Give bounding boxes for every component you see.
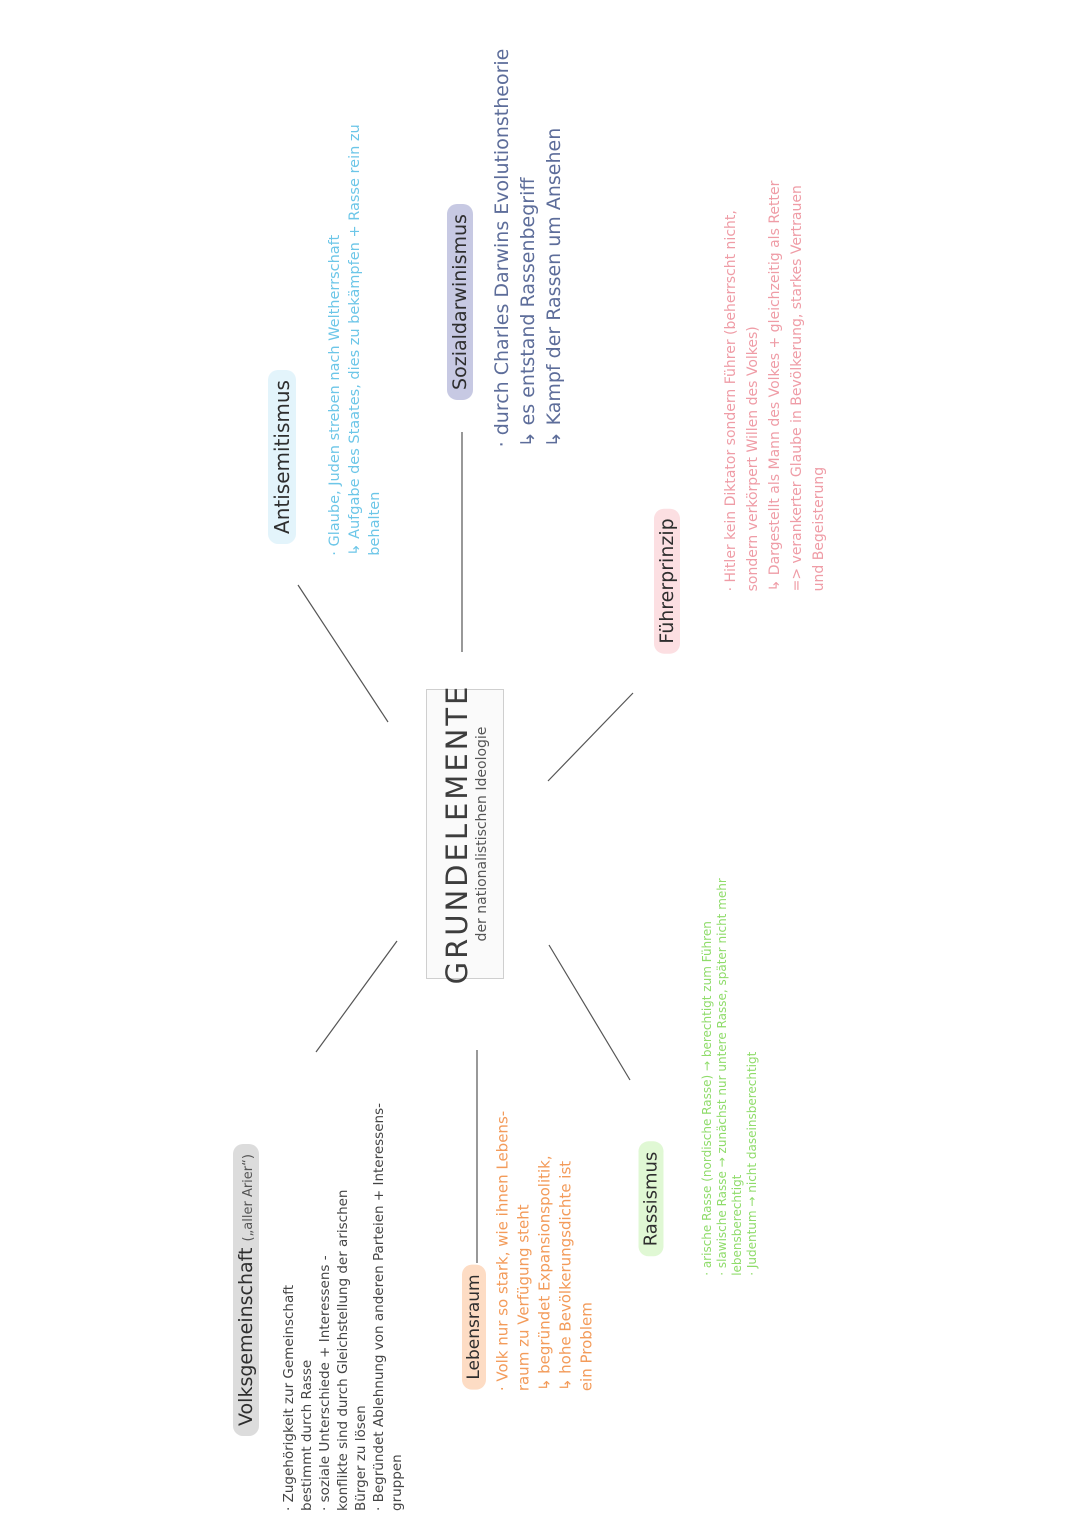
detail-line: ↳ Dargestellt als Mann des Volkes + gleichzeitig als Retter — [767, 180, 783, 592]
topic-volksgemeinschaft — [233, 1144, 259, 1436]
topic-fuehrerprinzip-label: Führerprinzip — [656, 518, 678, 644]
topic-rassismus — [639, 1142, 664, 1257]
detail-line: Bürger zu lösen — [353, 1405, 369, 1511]
topic-fuehrerprinzip — [654, 508, 680, 653]
detail-line: ↳ hohe Bevölkerungsdichte ist — [556, 1160, 575, 1392]
connector-volksgemeinschaft — [316, 941, 397, 1052]
topic-sozialdarwinismus — [447, 204, 473, 400]
detail-line: · Zugehörigkeit zur Gemeinschaft — [281, 1284, 297, 1511]
detail-line: · Volk nur so stark, wie ihnen Lebens- — [493, 1110, 512, 1392]
detail-line: · Hitler kein Diktator sondern Führer (beherrscht nicht, — [723, 210, 739, 592]
center-subtitle: der nationalistischen Ideologie — [474, 726, 490, 942]
center-node — [426, 683, 504, 985]
details-lebensraum — [493, 1111, 598, 1391]
detail-line: ↳ begründet Expansionspolitik, — [535, 1155, 554, 1392]
topic-sozialdarwinismus-label: Sozialdarwinismus — [449, 214, 471, 390]
detail-line: · Judentum → nicht daseinsberechtigt — [745, 1051, 759, 1276]
details-fuehrerprinzip — [720, 181, 830, 592]
detail-line: · soziale Unterschiede + Interessens - — [317, 1255, 333, 1511]
details-rassismus — [700, 878, 760, 1276]
topic-lebensraum — [462, 1264, 486, 1389]
details-antisemitismus — [325, 124, 385, 555]
connector-antisemitismus — [298, 585, 388, 722]
detail-line: ↳ Aufgabe des Staates, dies zu bekämpfen + Rasse rein zu — [347, 124, 363, 556]
detail-line: ↳ Kampf der Rassen um Ansehen — [543, 127, 565, 448]
detail-line: raum zu Verfügung steht — [514, 1204, 533, 1392]
detail-line: · slawische Rasse → zunächst nur untere Rasse, später nicht mehr — [715, 878, 729, 1276]
detail-line: · arische Rasse (nordische Rasse) → berechtigt zum Führen — [700, 921, 714, 1276]
details-volksgemeinschaft — [280, 1103, 406, 1511]
topic-volksgemeinschaft-suffix: („aller Arier“) — [241, 1154, 256, 1242]
topic-antisemitismus — [268, 370, 296, 544]
topic-rassismus-label: Rassismus — [640, 1151, 662, 1247]
detail-line: lebensberechtigt — [730, 1174, 744, 1276]
detail-line: · durch Charles Darwins Evolutionstheorie — [491, 48, 513, 448]
detail-line: ein Problem — [577, 1302, 596, 1392]
detail-line: sondern verkörpert Willen des Volkes) — [745, 326, 761, 592]
detail-line: => verankerter Glaube in Bevölkerung, starkes Vertrauen — [789, 185, 805, 592]
detail-line: bestimmt durch Rasse — [299, 1359, 315, 1511]
details-sozialdarwinismus — [489, 49, 567, 448]
detail-line: konflikte sind durch Gleichstellung der arischen — [335, 1189, 351, 1511]
detail-line: · Begründet Ablehnung von anderen Parteien + Interessens- — [371, 1103, 387, 1511]
topic-lebensraum-label: Lebensraum — [464, 1274, 484, 1380]
detail-line: behalten — [367, 491, 383, 556]
detail-line: gruppen — [389, 1454, 405, 1511]
detail-line: und Begeisterung — [811, 466, 827, 592]
center-title: GRUNDELEMENTE — [440, 683, 474, 985]
detail-line: · Glaube, Juden streben nach Weltherrschaft — [327, 234, 343, 556]
topic-volksgemeinschaft-label: Volksgemeinschaft — [235, 1247, 257, 1426]
topic-antisemitismus-label: Antisemitismus — [270, 380, 294, 534]
connector-fuehrerprinzip — [548, 693, 633, 781]
detail-line: ↳ es entstand Rassenbegriff — [517, 177, 539, 448]
connector-rassismus — [549, 945, 630, 1080]
